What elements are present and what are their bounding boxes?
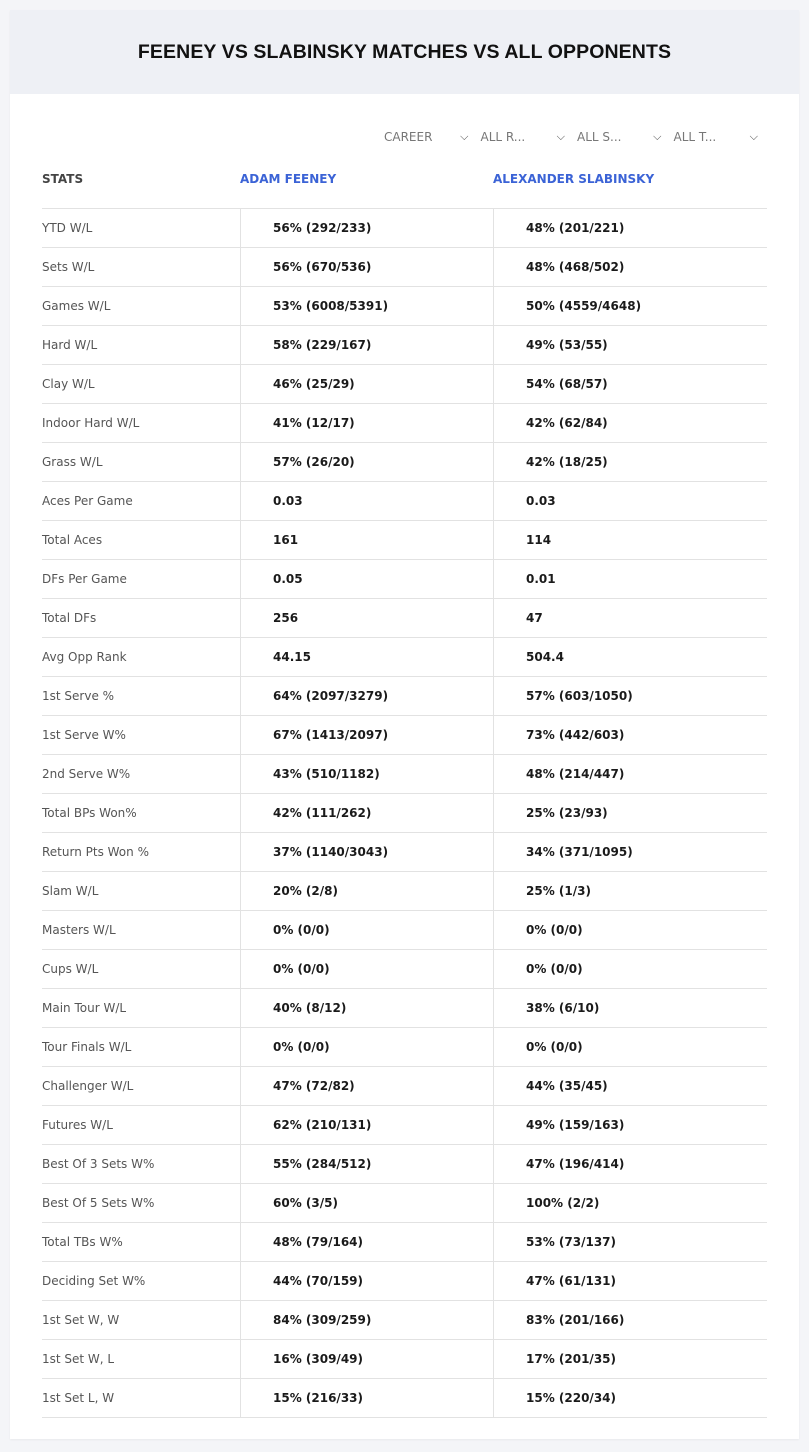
player2-stat-value: 44% (35/45) bbox=[493, 1067, 767, 1105]
player2-stat-value: 34% (371/1095) bbox=[493, 833, 767, 871]
player1-stat-value: 43% (510/1182) bbox=[240, 755, 493, 793]
player1-stat-value: 60% (3/5) bbox=[240, 1184, 493, 1222]
stat-label: 1st Serve W% bbox=[42, 728, 126, 742]
player2-stat-value: 17% (201/35) bbox=[493, 1340, 767, 1378]
player2-stat-value: 114 bbox=[493, 521, 767, 559]
player2-stat-value: 504.4 bbox=[493, 638, 767, 676]
chevron-down-icon: ⌵ bbox=[460, 130, 469, 143]
stats-table bbox=[42, 208, 767, 1418]
table-row bbox=[42, 1301, 767, 1340]
player2-stat-value: 83% (201/166) bbox=[493, 1301, 767, 1339]
table-row bbox=[42, 1379, 767, 1418]
player2-stat-value: 73% (442/603) bbox=[493, 716, 767, 754]
table-row bbox=[42, 326, 767, 365]
player2-stat-value: 49% (53/55) bbox=[493, 326, 767, 364]
table-row bbox=[42, 677, 767, 716]
stat-label: Best Of 5 Sets W% bbox=[42, 1196, 155, 1210]
player2-stat-value: 0% (0/0) bbox=[493, 950, 767, 988]
stat-label: Cups W/L bbox=[42, 962, 99, 976]
player1-stat-value: 0.03 bbox=[240, 482, 493, 520]
stat-label: Total TBs W% bbox=[42, 1235, 123, 1249]
stat-label: YTD W/L bbox=[42, 221, 93, 235]
stat-label: Deciding Set W% bbox=[42, 1274, 146, 1288]
filter-round-dropdown[interactable] bbox=[479, 128, 576, 146]
stat-label: Total BPs Won% bbox=[42, 806, 137, 820]
stat-label: Slam W/L bbox=[42, 884, 99, 898]
filter-label: ALL S... bbox=[577, 130, 622, 144]
stat-label: DFs Per Game bbox=[42, 572, 127, 586]
player1-stat-value: 84% (309/259) bbox=[240, 1301, 493, 1339]
player1-stat-value: 37% (1140/3043) bbox=[240, 833, 493, 871]
table-row bbox=[42, 209, 767, 248]
table-row bbox=[42, 1106, 767, 1145]
stat-label: Hard W/L bbox=[42, 338, 98, 352]
player1-stat-value: 56% (292/233) bbox=[240, 209, 493, 247]
player2-stat-value: 100% (2/2) bbox=[493, 1184, 767, 1222]
player1-stat-value: 41% (12/17) bbox=[240, 404, 493, 442]
player2-stat-value: 53% (73/137) bbox=[493, 1223, 767, 1261]
table-row bbox=[42, 1067, 767, 1106]
chevron-down-icon: ⌵ bbox=[556, 130, 565, 143]
stat-label: 1st Set W, L bbox=[42, 1352, 115, 1366]
table-row bbox=[42, 1184, 767, 1223]
player1-stat-value: 62% (210/131) bbox=[240, 1106, 493, 1144]
player2-stat-value: 50% (4559/4648) bbox=[493, 287, 767, 325]
table-row bbox=[42, 1145, 767, 1184]
player2-stat-value: 15% (220/34) bbox=[493, 1379, 767, 1417]
stat-label: 1st Set W, W bbox=[42, 1313, 120, 1327]
player1-stat-value: 0% (0/0) bbox=[240, 1028, 493, 1066]
player1-stat-value: 64% (2097/3279) bbox=[240, 677, 493, 715]
stat-label: Grass W/L bbox=[42, 455, 103, 469]
player1-stat-value: 0% (0/0) bbox=[240, 911, 493, 949]
stat-label: Challenger W/L bbox=[42, 1079, 134, 1093]
stat-label: Futures W/L bbox=[42, 1118, 113, 1132]
player1-stat-value: 161 bbox=[240, 521, 493, 559]
stat-label: Return Pts Won % bbox=[42, 845, 149, 859]
player1-stat-value: 0.05 bbox=[240, 560, 493, 598]
table-row bbox=[42, 716, 767, 755]
stat-label: 1st Serve % bbox=[42, 689, 115, 703]
filter-surface-dropdown[interactable] bbox=[575, 128, 672, 146]
stat-label: Tour Finals W/L bbox=[42, 1040, 132, 1054]
player2-stat-value: 0% (0/0) bbox=[493, 1028, 767, 1066]
filter-label: CAREER bbox=[384, 130, 433, 144]
filter-label: ALL T... bbox=[673, 130, 717, 144]
player1-stat-value: 56% (670/536) bbox=[240, 248, 493, 286]
table-row bbox=[42, 1262, 767, 1301]
stat-label: 2nd Serve W% bbox=[42, 767, 131, 781]
table-row bbox=[42, 911, 767, 950]
player1-stat-value: 67% (1413/2097) bbox=[240, 716, 493, 754]
player2-stat-value: 47 bbox=[493, 599, 767, 637]
player1-stat-value: 55% (284/512) bbox=[240, 1145, 493, 1183]
player2-stat-value: 38% (6/10) bbox=[493, 989, 767, 1027]
stat-label: Masters W/L bbox=[42, 923, 116, 937]
player2-stat-value: 48% (201/221) bbox=[493, 209, 767, 247]
player1-stat-value: 15% (216/33) bbox=[240, 1379, 493, 1417]
player1-stat-value: 47% (72/82) bbox=[240, 1067, 493, 1105]
player1-stat-value: 58% (229/167) bbox=[240, 326, 493, 364]
player2-link[interactable]: ALEXANDER SLABINSKY bbox=[493, 172, 655, 186]
table-row bbox=[42, 599, 767, 638]
table-row bbox=[42, 1340, 767, 1379]
table-row bbox=[42, 248, 767, 287]
table-row bbox=[42, 443, 767, 482]
stat-label: Games W/L bbox=[42, 299, 111, 313]
player1-link[interactable]: ADAM FEENEY bbox=[240, 172, 337, 186]
player1-stat-value: 40% (8/12) bbox=[240, 989, 493, 1027]
card-header bbox=[10, 10, 799, 94]
player1-stat-value: 48% (79/164) bbox=[240, 1223, 493, 1261]
filters-bar bbox=[382, 128, 768, 146]
stat-label: Clay W/L bbox=[42, 377, 95, 391]
table-row bbox=[42, 404, 767, 443]
player2-stat-value: 47% (196/414) bbox=[493, 1145, 767, 1183]
player1-stat-value: 44.15 bbox=[240, 638, 493, 676]
player1-stat-value: 44% (70/159) bbox=[240, 1262, 493, 1300]
player1-stat-value: 16% (309/49) bbox=[240, 1340, 493, 1378]
table-row bbox=[42, 1028, 767, 1067]
player2-stat-value: 48% (214/447) bbox=[493, 755, 767, 793]
player2-stat-value: 54% (68/57) bbox=[493, 365, 767, 403]
table-row bbox=[42, 950, 767, 989]
filter-period-dropdown[interactable] bbox=[382, 128, 479, 146]
filter-label: ALL R... bbox=[480, 130, 526, 144]
player1-stat-value: 256 bbox=[240, 599, 493, 637]
stat-label: Best Of 3 Sets W% bbox=[42, 1157, 155, 1171]
player2-stat-value: 42% (62/84) bbox=[493, 404, 767, 442]
stat-label: Total DFs bbox=[42, 611, 97, 625]
table-row bbox=[42, 755, 767, 794]
table-row bbox=[42, 794, 767, 833]
player2-stat-value: 57% (603/1050) bbox=[493, 677, 767, 715]
table-row bbox=[42, 833, 767, 872]
player1-stat-value: 20% (2/8) bbox=[240, 872, 493, 910]
player1-stat-value: 57% (26/20) bbox=[240, 443, 493, 481]
stat-label: Sets W/L bbox=[42, 260, 95, 274]
player1-stat-value: 46% (25/29) bbox=[240, 365, 493, 403]
stat-label: Avg Opp Rank bbox=[42, 650, 127, 664]
player1-stat-value: 0% (0/0) bbox=[240, 950, 493, 988]
player2-stat-value: 0.03 bbox=[493, 482, 767, 520]
stats-card bbox=[10, 10, 799, 1439]
player2-stat-value: 0% (0/0) bbox=[493, 911, 767, 949]
stats-column-header: STATS bbox=[42, 172, 84, 186]
table-row bbox=[42, 521, 767, 560]
player2-stat-value: 48% (468/502) bbox=[493, 248, 767, 286]
stat-label: Aces Per Game bbox=[42, 494, 133, 508]
column-headers bbox=[42, 172, 767, 190]
table-row bbox=[42, 1223, 767, 1262]
player2-stat-value: 0.01 bbox=[493, 560, 767, 598]
table-row bbox=[42, 638, 767, 677]
player2-stat-value: 47% (61/131) bbox=[493, 1262, 767, 1300]
table-row bbox=[42, 560, 767, 599]
player2-stat-value: 25% (23/93) bbox=[493, 794, 767, 832]
stat-label: Total Aces bbox=[42, 533, 103, 547]
table-row bbox=[42, 989, 767, 1028]
player1-stat-value: 42% (111/262) bbox=[240, 794, 493, 832]
player1-stat-value: 53% (6008/5391) bbox=[240, 287, 493, 325]
table-row bbox=[42, 872, 767, 911]
chevron-down-icon: ⌵ bbox=[653, 130, 662, 143]
player2-stat-value: 49% (159/163) bbox=[493, 1106, 767, 1144]
player2-stat-value: 42% (18/25) bbox=[493, 443, 767, 481]
filter-tournament-dropdown[interactable] bbox=[672, 128, 769, 146]
table-row bbox=[42, 287, 767, 326]
stat-label: 1st Set L, W bbox=[42, 1391, 115, 1405]
chevron-down-icon: ⌵ bbox=[749, 130, 758, 143]
stat-label: Indoor Hard W/L bbox=[42, 416, 140, 430]
player2-stat-value: 25% (1/3) bbox=[493, 872, 767, 910]
stat-label: Main Tour W/L bbox=[42, 1001, 127, 1015]
page-title: FEENEY VS SLABINSKY MATCHES VS ALL OPPONENTS bbox=[137, 40, 672, 63]
table-row bbox=[42, 482, 767, 521]
table-row bbox=[42, 365, 767, 404]
